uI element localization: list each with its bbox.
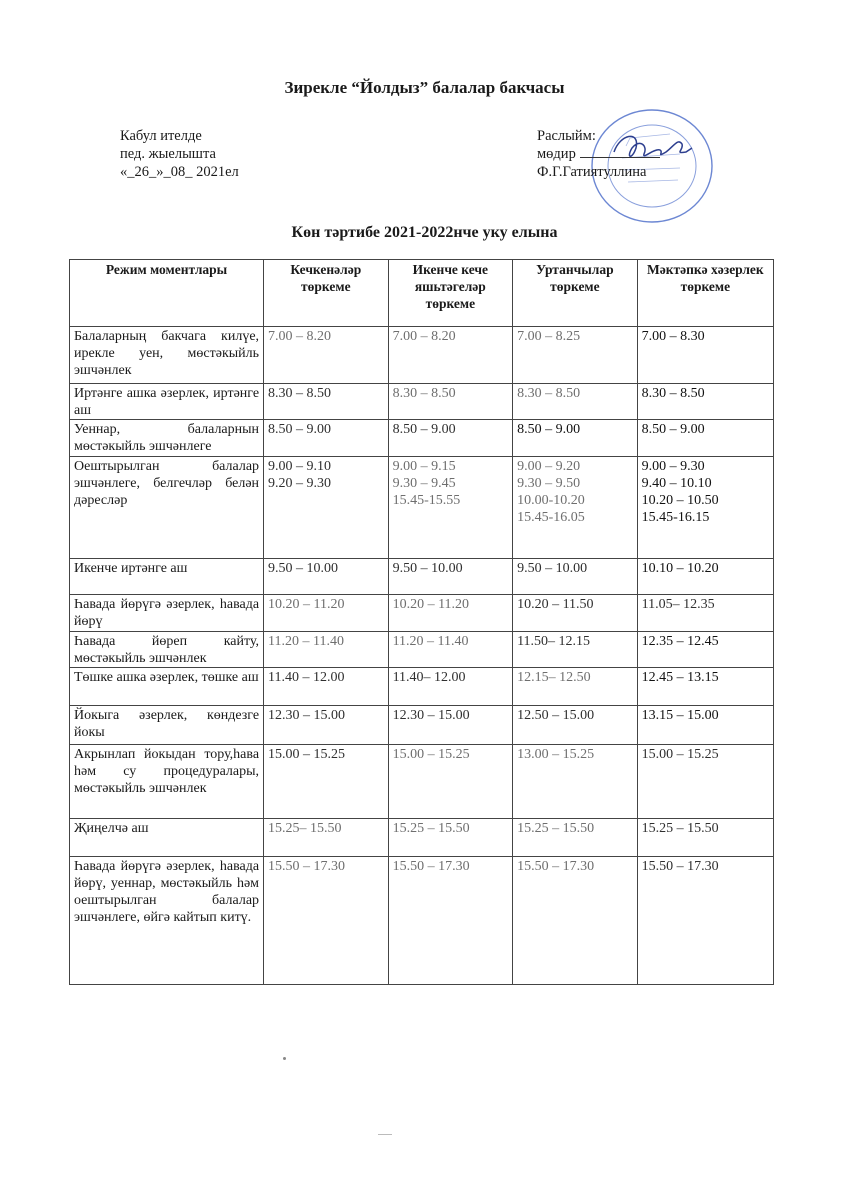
header-moment: Режим моментлары xyxy=(70,260,264,327)
row-time-group-1: 10.20 – 11.20 xyxy=(264,595,389,632)
row-time-group-1: 11.20 – 11.40 xyxy=(264,632,389,668)
approved-line-1: Раслыйм: xyxy=(537,128,596,144)
row-time-group-2: 8.30 – 8.50 xyxy=(388,384,513,420)
accepted-line-1: Кабул ителде xyxy=(120,128,202,144)
row-moment: Уеннар, балаларнын мөстәкыйль эшчәнлеге xyxy=(70,420,264,457)
scan-speck xyxy=(283,1057,286,1060)
row-time-group-3: 12.50 – 15.00 xyxy=(513,706,638,745)
row-time-group-2: 7.00 – 8.20 xyxy=(388,327,513,384)
row-moment: Һавада йөрүгә әзерлек, һавада йөрү, уеннар, мөстәкыйль һәм оештырылган балалар эшчәнлеге, өйгә кайтып китү. xyxy=(70,857,264,985)
table-row xyxy=(70,420,774,457)
row-time-group-1: 15.25– 15.50 xyxy=(264,819,389,857)
approved-block xyxy=(537,127,660,181)
table-row xyxy=(70,327,774,384)
row-time-group-4: 10.10 – 10.20 xyxy=(637,559,773,595)
row-time-group-4: 15.25 – 15.50 xyxy=(637,819,773,857)
row-moment: Йокыга әзерлек, көндезге йокы xyxy=(70,706,264,745)
signature-line xyxy=(580,145,660,158)
table-row xyxy=(70,632,774,668)
row-moment: Балаларның бакчага килүе, ирекле уен, мөстәкыйль эшчәнлек xyxy=(70,327,264,384)
row-time-group-1: 12.30 – 15.00 xyxy=(264,706,389,745)
table-row xyxy=(70,384,774,420)
header-group-1: Кечкенәләр төркеме xyxy=(264,260,389,327)
row-moment: Һавада йөреп кайту, мөстәкыйль эшчәнлек xyxy=(70,632,264,668)
table-row xyxy=(70,457,774,559)
row-time-group-1: 7.00 – 8.20 xyxy=(264,327,389,384)
table-row xyxy=(70,745,774,819)
table-row xyxy=(70,857,774,985)
approved-position: мөдир xyxy=(537,146,576,162)
row-moment: Иртәнге ашка әзерлек, иртәнге аш xyxy=(70,384,264,420)
approved-name: Ф.Г.Гатиятуллина xyxy=(537,164,647,180)
row-time-group-4: 12.45 – 13.15 xyxy=(637,668,773,706)
row-time-group-4: 15.00 – 15.25 xyxy=(637,745,773,819)
row-moment: Һавада йөрүгә әзерлек, һавада йөрү xyxy=(70,595,264,632)
table-header-row xyxy=(70,260,774,327)
row-time-group-3: 10.20 – 11.50 xyxy=(513,595,638,632)
table-row xyxy=(70,595,774,632)
row-time-group-2: 11.20 – 11.40 xyxy=(388,632,513,668)
row-time-group-3: 8.50 – 9.00 xyxy=(513,420,638,457)
header-group-4: Мәктәпкә хәзерлек төркеме xyxy=(637,260,773,327)
row-time-group-2: 9.50 – 10.00 xyxy=(388,559,513,595)
row-time-group-4: 13.15 – 15.00 xyxy=(637,706,773,745)
row-time-group-2: 9.00 – 9.15 9.30 – 9.45 15.45-15.55 xyxy=(388,457,513,559)
row-time-group-3: 13.00 – 15.25 xyxy=(513,745,638,819)
scan-mark xyxy=(378,1134,392,1135)
table-row xyxy=(70,559,774,595)
row-moment: Акрынлап йокыдан тору,һава һәм су процедуралары, мөстәкыйль эшчәнлек xyxy=(70,745,264,819)
row-time-group-4: 9.00 – 9.30 9.40 – 10.10 10.20 – 10.50 15.45-16.15 xyxy=(637,457,773,559)
accepted-date: «_26_»_08_ 2021ел xyxy=(120,164,239,180)
row-time-group-2: 8.50 – 9.00 xyxy=(388,420,513,457)
row-time-group-1: 11.40 – 12.00 xyxy=(264,668,389,706)
row-time-group-3: 15.25 – 15.50 xyxy=(513,819,638,857)
row-time-group-4: 8.50 – 9.00 xyxy=(637,420,773,457)
approved-line-2 xyxy=(537,145,660,163)
row-time-group-1: 8.50 – 9.00 xyxy=(264,420,389,457)
row-time-group-4: 15.50 – 17.30 xyxy=(637,857,773,985)
row-time-group-2: 11.40– 12.00 xyxy=(388,668,513,706)
accepted-block xyxy=(120,127,239,181)
row-time-group-4: 12.35 – 12.45 xyxy=(637,632,773,668)
row-time-group-3: 7.00 – 8.25 xyxy=(513,327,638,384)
row-time-group-3: 11.50– 12.15 xyxy=(513,632,638,668)
row-time-group-1: 15.50 – 17.30 xyxy=(264,857,389,985)
row-time-group-3: 15.50 – 17.30 xyxy=(513,857,638,985)
table-row xyxy=(70,668,774,706)
row-time-group-2: 15.50 – 17.30 xyxy=(388,857,513,985)
row-moment: Оештырылган балалар эшчәнлеге, белгечләр белән дәресләр xyxy=(70,457,264,559)
table-row xyxy=(70,819,774,857)
row-moment: Төшке ашка әзерлек, төшке аш xyxy=(70,668,264,706)
row-time-group-3: 8.30 – 8.50 xyxy=(513,384,638,420)
row-time-group-2: 10.20 – 11.20 xyxy=(388,595,513,632)
row-time-group-1: 9.00 – 9.10 9.20 – 9.30 xyxy=(264,457,389,559)
row-time-group-3: 12.15– 12.50 xyxy=(513,668,638,706)
header-group-2: Икенче кече яшьтәгеләр төркеме xyxy=(388,260,513,327)
accepted-line-2: пед. жыелышта xyxy=(120,146,216,162)
row-time-group-1: 8.30 – 8.50 xyxy=(264,384,389,420)
schedule-subtitle: Көн тәртибе 2021-2022нче уку елына xyxy=(291,224,558,241)
row-time-group-1: 9.50 – 10.00 xyxy=(264,559,389,595)
row-time-group-3: 9.50 – 10.00 xyxy=(513,559,638,595)
row-time-group-4: 7.00 – 8.30 xyxy=(637,327,773,384)
header-group-3: Уртанчылар төркеме xyxy=(513,260,638,327)
row-time-group-1: 15.00 – 15.25 xyxy=(264,745,389,819)
schedule-table xyxy=(69,259,774,985)
row-moment: Җиңелчә аш xyxy=(70,819,264,857)
row-time-group-2: 15.00 – 15.25 xyxy=(388,745,513,819)
row-time-group-2: 12.30 – 15.00 xyxy=(388,706,513,745)
row-time-group-4: 11.05– 12.35 xyxy=(637,595,773,632)
row-time-group-2: 15.25 – 15.50 xyxy=(388,819,513,857)
document-title: Зирекле “Йолдыз” балалар бакчасы xyxy=(284,78,565,97)
row-moment: Икенче иртәнге аш xyxy=(70,559,264,595)
row-time-group-3: 9.00 – 9.20 9.30 – 9.50 10.00-10.20 15.45-16.05 xyxy=(513,457,638,559)
table-row xyxy=(70,706,774,745)
row-time-group-4: 8.30 – 8.50 xyxy=(637,384,773,420)
